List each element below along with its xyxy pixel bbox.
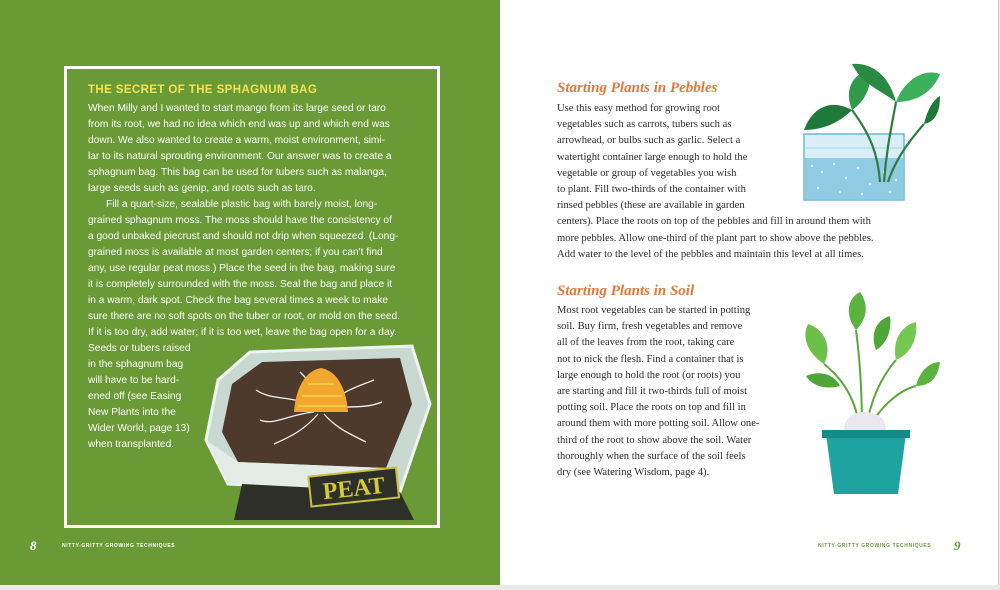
text-line: in a warm, dark spot. Check the bag several times a week to make (88, 295, 389, 306)
text-line: a good unbaked piecrust and should not drip when squeezed. (Long- (88, 231, 399, 242)
text-line: arrowhead, or bulbs such as garlic. Select a (557, 135, 741, 147)
text-line: any, use regular peat moss.) Place the seed in the bag, making sure (88, 263, 396, 274)
text-line: not to nick the flesh. Find a container that is (557, 353, 744, 365)
sidebar-body (88, 101, 424, 341)
text-line: lar to its natural sprouting environment. Our answer was to create a (88, 151, 392, 162)
text-line: Most root vegetables can be started in potting (557, 305, 751, 316)
running-head-right: NITTY-GRITTY GROWING TECHNIQUES (818, 543, 932, 549)
text-line: large enough to hold the root (or roots) you (557, 369, 741, 381)
text-line: in the sphagnum bag (88, 359, 184, 370)
text-line: thoroughly when the surface of the soil feels (557, 450, 746, 462)
text-line: When Milly and I wanted to start mango from its large seed or taro (88, 103, 386, 114)
text-line: Fill a quart-size, sealable plastic bag with barely moist, long- (106, 199, 378, 210)
text-line: vegetable or group of vegetables you wish (557, 167, 737, 179)
text-line: sphagnum bag. This bag can be used for tubers such as malanga, (88, 167, 387, 178)
text-line: dry (see Watering Wisdom, page 4). (557, 467, 710, 479)
text-line: when transplanted. (88, 439, 175, 450)
sidebar-paragraph-1 (88, 101, 424, 197)
sphagnum-bag-illustration (204, 344, 436, 520)
text-line: grained sphagnum moss. The moss should have the consistency of (88, 215, 392, 226)
text-line: rinsed pebbles (these are available in garden (557, 200, 745, 212)
text-line: to plant. Fill two-thirds of the container with (557, 184, 746, 196)
sidebar-paragraph-2 (88, 197, 424, 341)
text-line: soil. Buy firm, fresh vegetables and remove (557, 321, 743, 333)
text-line: all of the leaves from the root, taking care (557, 337, 735, 349)
text-line: from its root, we had no idea which end was up and which end was (88, 119, 390, 130)
text-line: will have to be hard- (88, 375, 180, 386)
peat-label: PEAT (321, 472, 387, 506)
text-line: grained moss is available at most garden centers; if you can't find (88, 247, 383, 258)
text-line: watertight container large enough to hold the (557, 151, 748, 163)
text-line: more pebbles. Allow one-third of the plant part to show above the pebbles. (557, 232, 874, 244)
soil-pot-illustration (800, 290, 940, 500)
text-line: Use this easy method for growing root (557, 103, 720, 114)
section-heading-pebbles: Starting Plants in Pebbles (557, 80, 718, 96)
page-number-left: 8 (30, 538, 37, 553)
text-line: Wider World, page 13) (88, 423, 190, 434)
text-line: ened off (see Easing (88, 391, 182, 402)
text-line: large seeds such as genip, and roots such as taro. (88, 183, 316, 194)
pebbles-container-illustration (800, 54, 940, 204)
text-line: around them with more potting soil. Allow one- (557, 418, 760, 430)
text-line: New Plants into the (88, 407, 176, 418)
text-line: sure there are no soft spots on the tuber or root, or mold on the seed. (88, 311, 401, 322)
text-line: it is completely surrounded with the moss. Seal the bag and place it (88, 279, 393, 290)
sidebar-title: THE SECRET OF THE SPHAGNUM BAG (88, 84, 318, 96)
text-line: Seeds or tubers raised (88, 343, 191, 354)
sidebar-tail (88, 341, 208, 453)
section-heading-soil: Starting Plants in Soil (557, 283, 695, 299)
text-line: are starting and fill it two-thirds full of moist (557, 386, 748, 398)
text-line: Add water to the level of the pebbles and maintain this level at all times. (557, 248, 864, 260)
running-head-left: NITTY-GRITTY GROWING TECHNIQUES (62, 543, 176, 549)
text-line: vegetables such as carrots, tubers such as (557, 119, 732, 131)
text-line: third of the root to show above the soil. Water (557, 434, 752, 446)
text-line: potting soil. Place the roots on top and fill in (557, 402, 746, 414)
text-line: down. We also wanted to create a warm, moist environment, simi- (88, 135, 386, 146)
page-number-right: 9 (954, 538, 961, 553)
text-line: centers). Place the roots on top of the pebbles and fill in around them with (557, 216, 871, 228)
section-body-soil (557, 303, 807, 481)
text-line: If it is too dry, add water; if it is too wet, leave the bag open for a day. (88, 327, 397, 338)
